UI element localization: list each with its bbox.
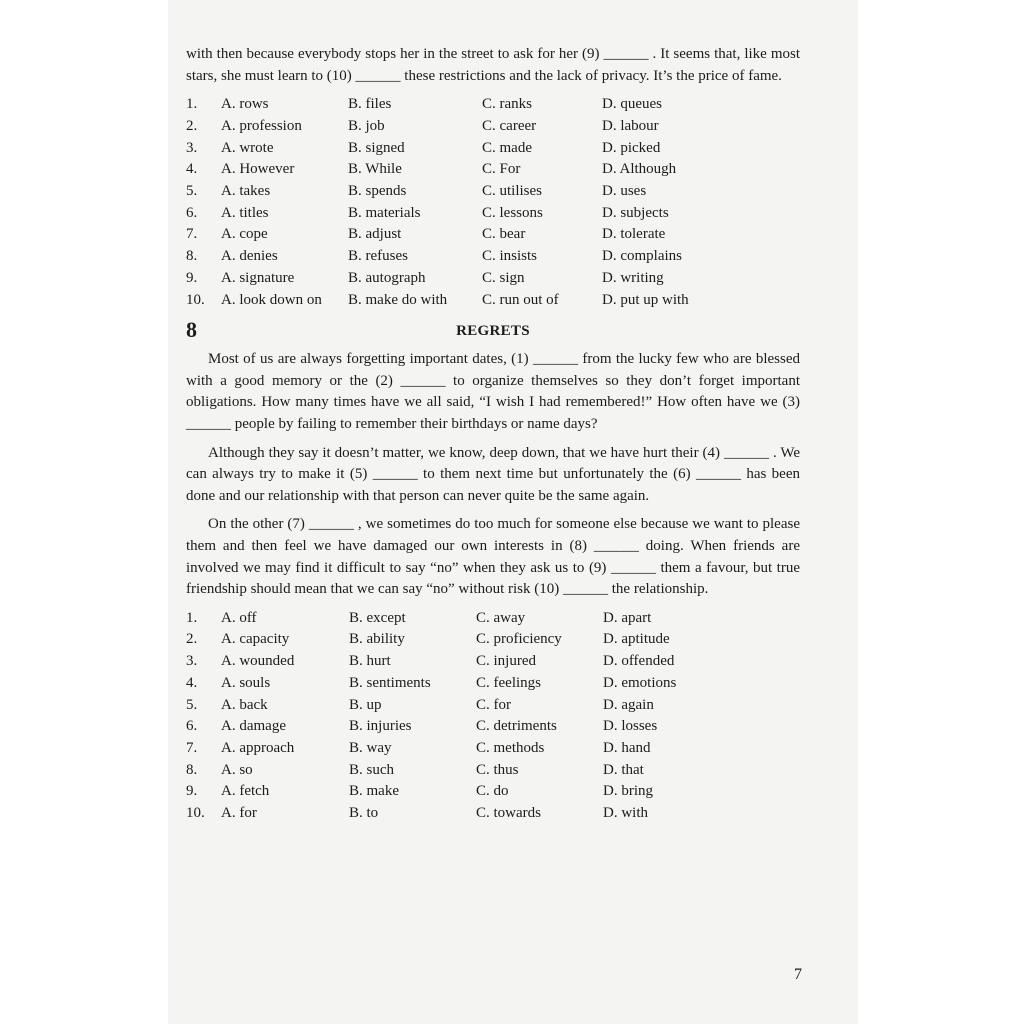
option-row bbox=[186, 738, 800, 760]
option-d: D. labour bbox=[602, 117, 659, 134]
page-number: 7 bbox=[794, 966, 802, 983]
option-d: D. aptitude bbox=[603, 631, 670, 648]
option-a: A. souls bbox=[221, 674, 271, 691]
question-number: 6. bbox=[186, 718, 198, 735]
option-row bbox=[186, 803, 800, 825]
option-c: C. towards bbox=[476, 805, 541, 822]
option-d: D. complains bbox=[602, 248, 682, 265]
option-a: A. profession bbox=[221, 117, 302, 134]
option-row bbox=[186, 181, 800, 203]
option-b: B. files bbox=[348, 96, 392, 113]
option-b: B. sentiments bbox=[349, 674, 431, 691]
option-row bbox=[186, 203, 800, 225]
option-a: A. denies bbox=[221, 248, 278, 265]
option-a: A. approach bbox=[221, 739, 295, 756]
question-number: 10. bbox=[186, 291, 205, 308]
option-row bbox=[186, 781, 800, 803]
option-b: B. up bbox=[349, 696, 382, 713]
option-a: A. wounded bbox=[221, 653, 295, 670]
option-row bbox=[186, 268, 800, 290]
option-c: C. do bbox=[476, 783, 509, 800]
option-c: C. sign bbox=[482, 269, 525, 286]
option-a: A. capacity bbox=[221, 631, 290, 648]
option-c: C. utilises bbox=[482, 183, 543, 199]
option-row bbox=[186, 695, 800, 717]
section-title: REGRETS bbox=[456, 323, 530, 340]
option-a: A. for bbox=[221, 805, 257, 822]
option-row bbox=[186, 138, 800, 160]
option-a: A. wrote bbox=[221, 139, 274, 156]
option-d: D. tolerate bbox=[602, 226, 666, 243]
option-b: B. ability bbox=[349, 631, 405, 648]
question-number: 4. bbox=[186, 161, 198, 178]
option-d: D. picked bbox=[602, 139, 661, 156]
option-b: B. While bbox=[348, 161, 402, 178]
option-c: C. for bbox=[476, 696, 511, 713]
question-number: 2. bbox=[186, 631, 198, 648]
section-header bbox=[186, 311, 800, 349]
question-number: 10. bbox=[186, 805, 205, 822]
option-c: C. injured bbox=[476, 653, 536, 670]
option-c: C. bear bbox=[482, 226, 526, 243]
option-b: B. injuries bbox=[349, 718, 412, 735]
option-c: C. feelings bbox=[476, 674, 541, 691]
question-number: 1. bbox=[186, 609, 198, 626]
text-column bbox=[186, 44, 800, 825]
option-d: D. again bbox=[603, 696, 654, 713]
question-number: 5. bbox=[186, 696, 198, 713]
question-number: 3. bbox=[186, 653, 198, 670]
option-d: D. writing bbox=[602, 269, 664, 286]
option-d: D. apart bbox=[603, 609, 652, 626]
option-row bbox=[186, 673, 800, 695]
option-row bbox=[186, 629, 800, 651]
question-number: 8. bbox=[186, 761, 198, 778]
question-number: 1. bbox=[186, 96, 198, 113]
option-c: C. proficiency bbox=[476, 631, 562, 648]
option-b: B. to bbox=[349, 805, 379, 822]
option-d: D. Although bbox=[602, 161, 677, 178]
question-number: 6. bbox=[186, 204, 198, 221]
option-a: A. so bbox=[221, 761, 253, 778]
option-b: B. adjust bbox=[348, 226, 402, 243]
question-number: 8. bbox=[186, 248, 198, 265]
option-d: D. hand bbox=[603, 739, 651, 756]
option-a: A. back bbox=[221, 696, 268, 713]
question-number: 5. bbox=[186, 183, 198, 199]
option-c: C. made bbox=[482, 139, 532, 156]
option-a: A. However bbox=[221, 161, 295, 178]
option-d: D. emotions bbox=[603, 674, 677, 691]
option-d: D. queues bbox=[602, 96, 662, 113]
option-d: D. uses bbox=[602, 183, 647, 199]
option-b: B. except bbox=[349, 609, 406, 626]
option-c: C. ranks bbox=[482, 96, 532, 113]
option-d: D. put up with bbox=[602, 291, 689, 308]
option-c: C. away bbox=[476, 609, 526, 626]
option-b: B. make do with bbox=[348, 291, 448, 308]
option-d: D. that bbox=[603, 761, 644, 778]
option-b: B. autograph bbox=[348, 269, 426, 286]
option-c: C. career bbox=[482, 117, 537, 134]
option-d: D. with bbox=[603, 805, 648, 822]
book-page bbox=[168, 0, 858, 1024]
intro-paragraph: with then because everybody stops her in the street to ask for her (9) ______ . It seems that, like most stars, she must learn to (10) ______ these restrictions and the lack of privacy. It’s the price of fame. bbox=[186, 46, 800, 84]
option-row bbox=[186, 159, 800, 181]
option-a: A. off bbox=[221, 609, 257, 626]
option-a: A. rows bbox=[221, 96, 269, 113]
question-number: 9. bbox=[186, 269, 198, 286]
option-b: B. way bbox=[349, 739, 392, 756]
option-row bbox=[186, 116, 800, 138]
option-c: C. lessons bbox=[482, 204, 543, 221]
question-number: 4. bbox=[186, 674, 198, 691]
option-a: A. cope bbox=[221, 226, 268, 243]
option-row bbox=[186, 716, 800, 738]
question-number: 2. bbox=[186, 117, 198, 134]
option-b: B. materials bbox=[348, 204, 421, 221]
question-number: 7. bbox=[186, 739, 198, 756]
option-row bbox=[186, 290, 800, 312]
question-number: 9. bbox=[186, 783, 198, 800]
option-c: C. thus bbox=[476, 761, 519, 778]
option-a: A. signature bbox=[221, 269, 295, 286]
option-row bbox=[186, 224, 800, 246]
question-number: 7. bbox=[186, 226, 198, 243]
option-d: D. losses bbox=[603, 718, 658, 735]
option-c: C. run out of bbox=[482, 291, 559, 308]
option-row bbox=[186, 608, 800, 630]
option-d: D. offended bbox=[603, 653, 675, 670]
option-c: C. detriments bbox=[476, 718, 557, 735]
option-row bbox=[186, 651, 800, 673]
section8-paragraph-1: Most of us are always forgetting important dates, (1) ______ from the lucky few who are blessed with a good memory or the (2) ______ to organize themselves so they don’t forget important obligations. How many times have we all said, “I wish I had remembered!” How often have we (3) ______ people by failing to remember their birthdays or name days? bbox=[186, 351, 800, 432]
option-c: C. For bbox=[482, 161, 521, 178]
exercise7-options-table bbox=[186, 94, 800, 311]
section8-paragraph-2: Although they say it doesn’t matter, we know, deep down, that we have hurt their (4) ______ . We can always try to make it (5) ______ to them next time but unfortunately the (6) ______ has been done and our relationship with that person can never quite be the same again. bbox=[186, 444, 800, 504]
section8-paragraph-3: On the other (7) ______ , we sometimes do too much for someone else because we want to please them and then feel we have damaged our own interests in (8) ______ doing. When friends are involved we may find it difficult to say “no” when they ask us to (9) ______ them a favour, but true friendship should mean that we can say “no” without risk (10) ______ the relationship. bbox=[186, 516, 800, 598]
option-b: B. refuses bbox=[348, 248, 408, 265]
option-c: C. insists bbox=[482, 248, 538, 265]
option-a: A. titles bbox=[221, 204, 269, 221]
option-b: B. job bbox=[348, 117, 385, 134]
option-d: D. bring bbox=[603, 783, 653, 800]
option-b: B. such bbox=[349, 761, 394, 778]
option-row bbox=[186, 760, 800, 782]
option-a: A. takes bbox=[221, 183, 271, 199]
option-d: D. subjects bbox=[602, 204, 669, 221]
option-a: A. damage bbox=[221, 718, 286, 735]
section8-options-table bbox=[186, 608, 800, 825]
option-row bbox=[186, 94, 800, 116]
option-row bbox=[186, 246, 800, 268]
section-number: 8 bbox=[186, 317, 197, 343]
option-b: B. signed bbox=[348, 139, 405, 156]
option-a: A. fetch bbox=[221, 783, 270, 800]
question-number: 3. bbox=[186, 139, 198, 156]
option-b: B. hurt bbox=[349, 653, 391, 670]
option-b: B. make bbox=[349, 783, 399, 800]
option-a: A. look down on bbox=[221, 291, 322, 308]
option-b: B. spends bbox=[348, 183, 407, 199]
option-c: C. methods bbox=[476, 739, 545, 756]
